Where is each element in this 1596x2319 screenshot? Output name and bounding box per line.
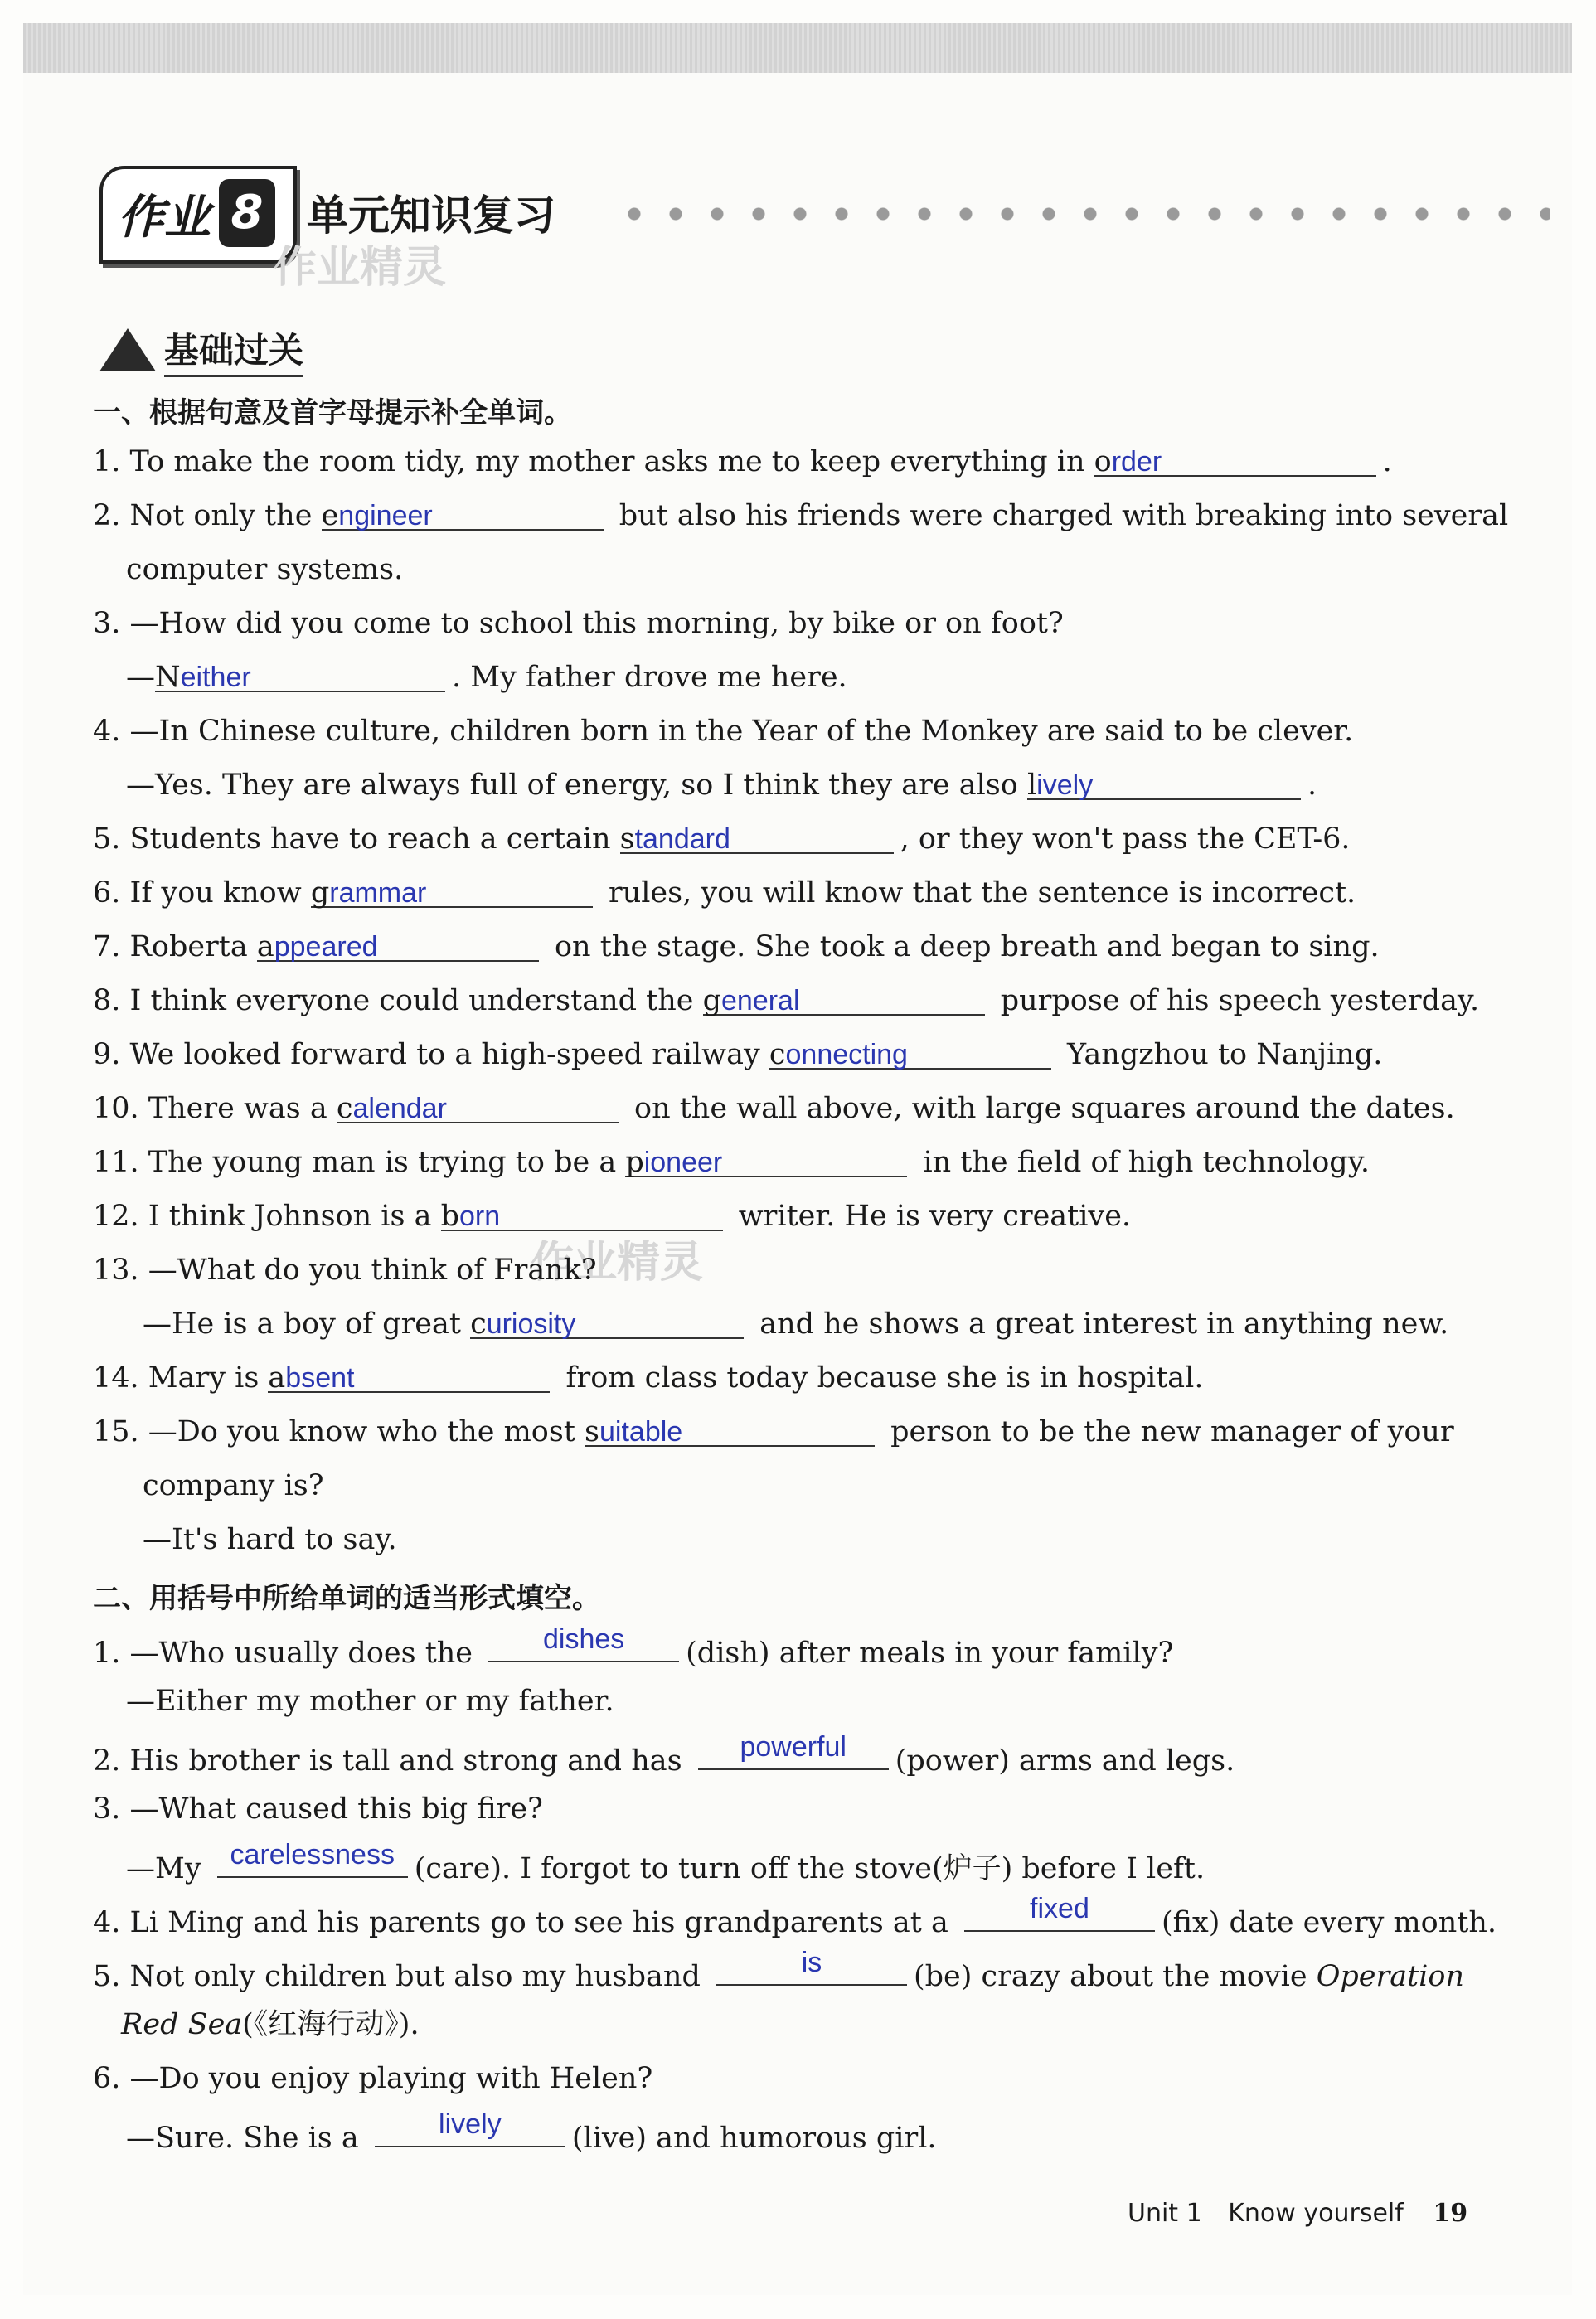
list-item: 11. The young man is trying to be a pioneer in the field of high technology.: [93, 1146, 1370, 1179]
answer-text: eneral: [721, 985, 800, 1016]
answer-text: is: [801, 1947, 822, 1978]
list-item: —It's hard to say.: [143, 1523, 397, 1556]
dotted-rule: [614, 206, 1550, 222]
page-number: 19: [1433, 2199, 1468, 2228]
answer-text: alendar: [352, 1093, 447, 1124]
list-item: 3. —What caused this big fire?: [93, 1793, 543, 1826]
answer-text: carelessness: [230, 1839, 395, 1870]
list-item: 2. His brother is tall and strong and has powerful (power) arms and legs.: [93, 1737, 1235, 1779]
list-item: 8. I think everyone could understand the general purpose of his speech yesterday.: [93, 984, 1480, 1017]
answer-text: rammar: [329, 877, 427, 909]
answer-text: rder: [1111, 446, 1162, 478]
list-item: 12. I think Johnson is a born writer. He is very creative.: [93, 1200, 1132, 1233]
answer-text: ppeared: [274, 931, 378, 963]
answer-text: either: [180, 662, 251, 693]
list-item: 5. Students have to reach a certain standard , or they won't pass the CET-6.: [93, 822, 1351, 856]
answer-text: uriosity: [486, 1308, 576, 1340]
list-item: —He is a boy of great curiosity and he shows a great interest in anything new.: [143, 1307, 1449, 1341]
mountain-icon: [99, 328, 156, 371]
answer-text: bsent: [285, 1362, 355, 1394]
list-item: 9. We looked forward to a high-speed railway connecting Yangzhou to Nanjing.: [93, 1038, 1383, 1071]
answer-text: tandard: [634, 823, 730, 855]
page-footer: [1128, 2199, 1467, 2228]
answer-text: orn: [458, 1201, 501, 1232]
answer-text: dishes: [543, 1623, 625, 1655]
list-item: 6. —Do you enjoy playing with Helen?: [93, 2062, 653, 2095]
list-item: 4. —In Chinese culture, children born in the Year of the Monkey are said to be clever.: [93, 715, 1354, 748]
list-item: 5. Not only children but also my husband is (be) crazy about the movie Operation: [93, 1953, 1464, 1995]
list-item: 1. —Who usually does the dishes (dish) after meals in your family?: [93, 1629, 1173, 1671]
badge-label: 作业: [118, 191, 211, 245]
list-item: company is?: [143, 1469, 324, 1502]
list-item: 14. Mary is absent from class today because she is in hospital.: [93, 1361, 1204, 1395]
list-item: 13. —What do you think of Frank?: [93, 1254, 597, 1287]
list-item: 10. There was a calendar on the wall above, with large squares around the dates.: [93, 1092, 1455, 1125]
list-item: Red Sea(《红海行动》).: [121, 2008, 420, 2041]
list-item: 7. Roberta appeared on the stage. She took a deep breath and began to sing.: [93, 930, 1380, 963]
list-item: computer systems.: [126, 553, 404, 586]
answer-text: powerful: [740, 1731, 847, 1763]
list-item: 1. To make the room tidy, my mother asks me to keep everything in order .: [93, 445, 1392, 478]
footer-title: Know yourself: [1228, 2199, 1404, 2228]
part2-heading: 二、用括号中所给单词的适当形式填空。: [93, 1582, 600, 1615]
answer-text: ioneer: [643, 1147, 723, 1178]
list-item: 15. —Do you know who the most suitable person to be the new manager of your: [93, 1415, 1454, 1448]
part1-heading: 一、根据句意及首字母提示补全单词。: [93, 396, 572, 429]
footer-unit: Unit 1: [1128, 2199, 1202, 2228]
answer-text: onnecting: [785, 1039, 908, 1070]
answer-text: lively: [439, 2108, 502, 2140]
list-item: 2. Not only the engineer but also his friends were charged with breaking into several: [93, 499, 1509, 532]
section-title: 基础过关: [164, 323, 303, 377]
answer-text: ively: [1036, 769, 1094, 801]
list-item: 3. —How did you come to school this morning, by bike or on foot?: [93, 607, 1064, 640]
list-item: —Neither . My father drove me here.: [126, 661, 847, 694]
list-item: —My carelessness (care). I forgot to turn off the stove(炉子) before I left.: [126, 1845, 1205, 1887]
watermark-top: 作业精灵: [274, 243, 447, 293]
list-item: 4. Li Ming and his parents go to see his grandparents at a fixed (fix) date every month.: [93, 1899, 1497, 1941]
list-item: —Either my mother or my father.: [126, 1685, 614, 1718]
watermark-middle: 作业精灵: [531, 1238, 704, 1288]
page-title: 单元知识复习: [307, 192, 555, 240]
badge-number: 8: [219, 179, 275, 247]
list-item: —Sure. She is a lively (live) and humorous girl.: [126, 2114, 937, 2156]
answer-text: ngineer: [338, 500, 433, 531]
answer-text: fixed: [1030, 1893, 1089, 1924]
top-scan-band: [23, 23, 1572, 73]
assignment-badge: [99, 166, 297, 264]
list-item: 6. If you know grammar rules, you will know that the sentence is incorrect.: [93, 876, 1356, 910]
answer-text: uitable: [599, 1416, 683, 1448]
list-item: —Yes. They are always full of energy, so I think they are also lively .: [126, 769, 1317, 802]
